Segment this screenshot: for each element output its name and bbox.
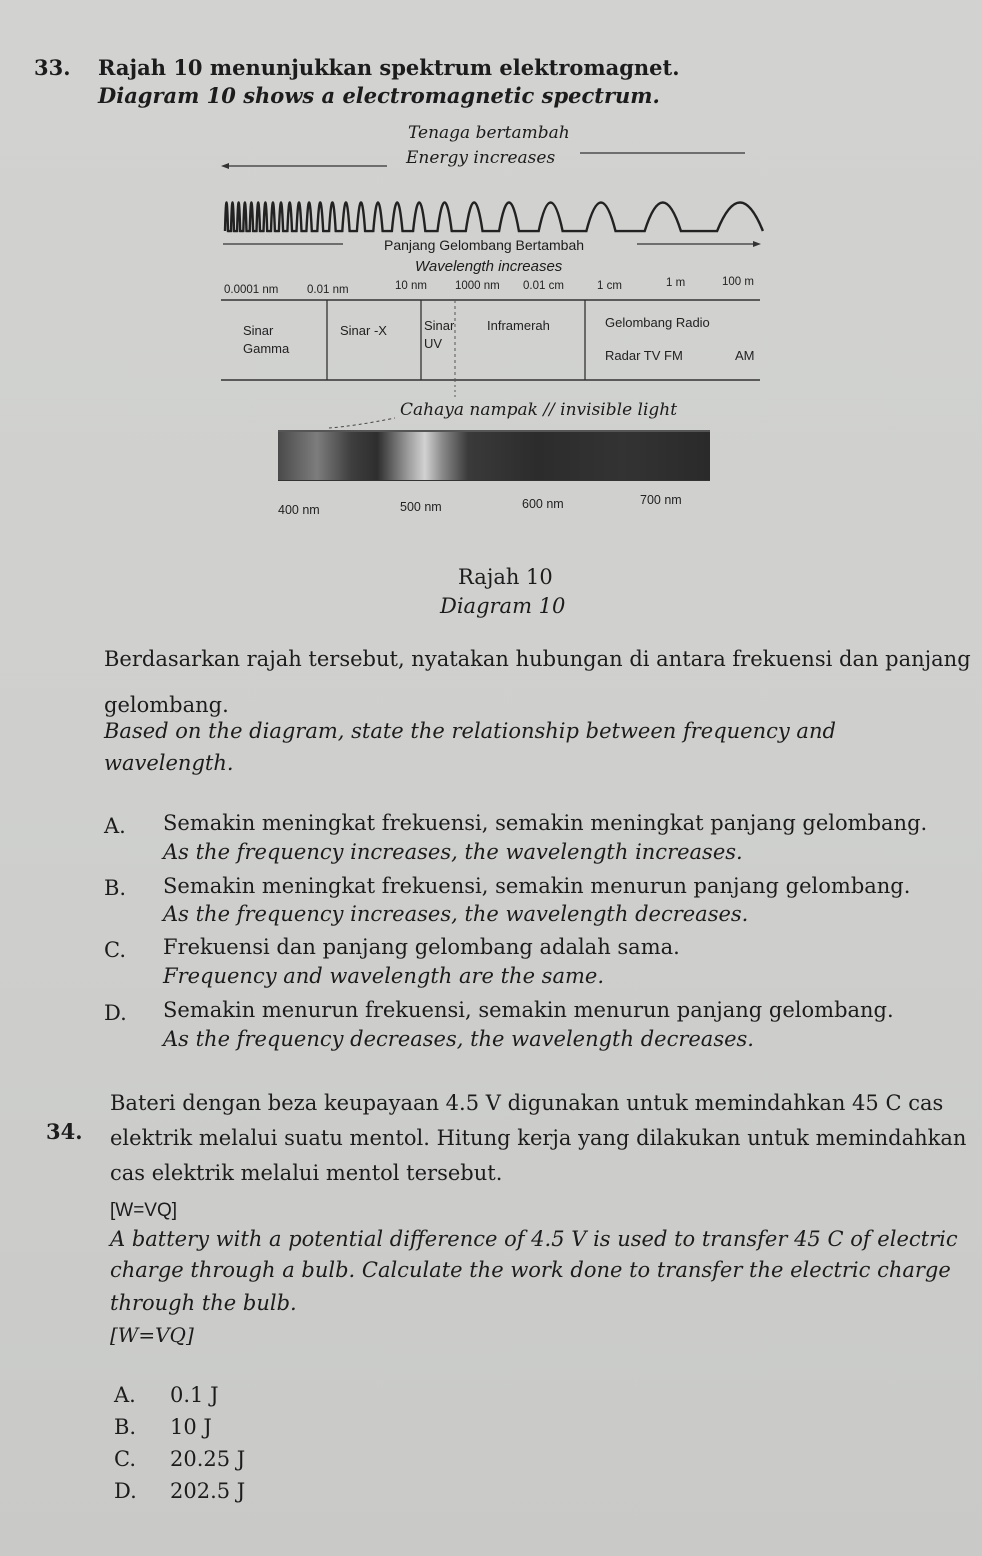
option-letter: D. (104, 1001, 127, 1025)
q33-question-ms-line2: gelombang. (104, 693, 229, 717)
band-uv-line2: UV (424, 336, 443, 351)
option-letter: C. (104, 938, 126, 962)
q34-formula-ms: [W=VQ] (110, 1200, 178, 1221)
diagram-caption-ms: Rajah 10 (458, 565, 553, 589)
scale-label: 10 nm (395, 280, 427, 292)
scale-label: 1000 nm (455, 280, 500, 292)
band-radar-tv-fm: Radar TV FM (605, 348, 683, 363)
q33-number: 33. (34, 55, 71, 80)
visible-light-label: Cahaya nampak // invisible light (400, 400, 678, 420)
option-text-ms: Frekuensi dan panjang gelombang adalah sama. (163, 935, 680, 959)
wave-curve (225, 203, 763, 232)
option-value: 202.5 J (170, 1479, 246, 1503)
option-text-ms: Semakin meningkat frekuensi, semakin meningkat panjang gelombang. (163, 811, 928, 835)
option-letter: D. (114, 1479, 137, 1503)
band-radio: Gelombang Radio (605, 315, 710, 330)
option-text-en: As the frequency decreases, the wavelength decreases. (163, 1027, 754, 1051)
option-value: 20.25 J (170, 1447, 246, 1471)
scale-label: 0.0001 nm (224, 284, 279, 296)
visible-scale-label: 400 nm (278, 503, 320, 517)
band-gamma-line2: Gamma (243, 341, 290, 356)
band-infrared: Inframerah (487, 318, 550, 333)
q33-title-en: Diagram 10 shows a electromagnetic spectrum. (98, 83, 660, 108)
band-gamma-line1: Sinar (243, 323, 274, 338)
wavelength-arrow-head (753, 241, 761, 247)
energy-arrow-head (221, 163, 229, 169)
q34-text-ms-line1: Bateri dengan beza keupayaan 4.5 V digunakan untuk memindahkan 45 C cas (110, 1091, 944, 1115)
option-value: 10 J (170, 1415, 212, 1439)
option-text-ms: Semakin menurun frekuensi, semakin menurun panjang gelombang. (163, 998, 894, 1022)
visible-leader (325, 404, 405, 434)
q34-text-en-line2: charge through a bulb. Calculate the work done to transfer the electric charge (110, 1258, 951, 1282)
option-letter: C. (114, 1447, 136, 1471)
scale-label: 1 cm (597, 280, 622, 292)
q34-formula-en: [W=VQ] (110, 1323, 194, 1347)
band-am: AM (735, 348, 755, 363)
visible-scale-line (278, 480, 710, 481)
option-text-en: Frequency and wavelength are the same. (163, 964, 604, 988)
q34-text-en-line1: A battery with a potential difference of 4.5 V is used to transfer 45 C of electric (110, 1227, 958, 1251)
scale-label: 100 m (722, 276, 754, 288)
band-uv-line1: Sinar (424, 318, 455, 333)
visible-spectrum-bar (278, 432, 710, 480)
energy-label-en: Energy increases (406, 148, 556, 168)
q34-number: 34. (46, 1119, 83, 1144)
q34-text-en-line3: through the bulb. (110, 1291, 297, 1315)
option-letter: B. (114, 1415, 137, 1439)
q33-title-ms: Rajah 10 menunjukkan spektrum elektromagnet. (98, 55, 680, 80)
option-text-en: As the frequency increases, the wavelength decreases. (163, 902, 749, 926)
scale-label: 1 m (666, 277, 686, 289)
energy-label-ms: Tenaga bertambah (408, 123, 570, 143)
band-xray: Sinar -X (340, 323, 387, 338)
q33-question-en-line1: Based on the diagram, state the relationship between frequency and (104, 719, 836, 743)
visible-scale-label: 700 nm (640, 493, 682, 507)
scale-label: 0.01 nm (307, 284, 349, 296)
scale-label: 0.01 cm (523, 280, 564, 292)
diagram-caption-en: Diagram 10 (440, 594, 566, 618)
q33-question-en-line2: wavelength. (104, 751, 234, 775)
q33-question-ms-line1: Berdasarkan rajah tersebut, nyatakan hubungan di antara frekuensi dan panjang (104, 647, 971, 671)
q34-text-ms-line2: elektrik melalui suatu mentol. Hitung kerja yang dilakukan untuk memindahkan (110, 1126, 967, 1150)
option-text-ms: Semakin meningkat frekuensi, semakin menurun panjang gelombang. (163, 874, 911, 898)
visible-scale-label: 500 nm (400, 500, 442, 514)
visible-scale-label: 600 nm (522, 497, 564, 511)
option-letter: A. (114, 1383, 136, 1407)
option-text-en: As the frequency increases, the wavelength increases. (163, 840, 743, 864)
wavelength-label-en: Wavelength increases (415, 258, 563, 275)
wavelength-label-ms: Panjang Gelombang Bertambah (384, 237, 585, 253)
q34-text-ms-line3: cas elektrik melalui mentol tersebut. (110, 1161, 503, 1185)
option-letter: B. (104, 876, 127, 900)
option-value: 0.1 J (170, 1383, 219, 1407)
option-letter: A. (104, 814, 126, 838)
